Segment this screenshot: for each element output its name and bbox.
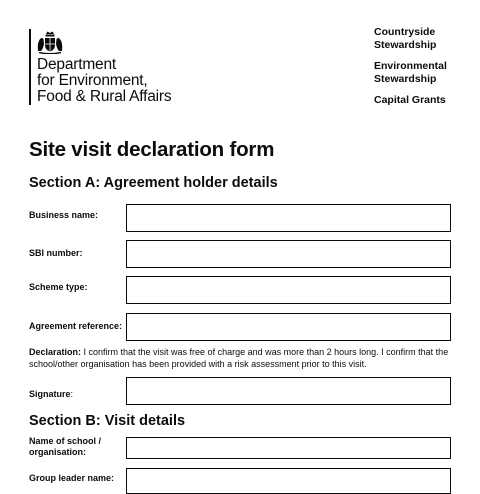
agreement-reference-label: Agreement reference: xyxy=(29,321,123,331)
signature-label xyxy=(29,389,125,400)
agreement-reference-field[interactable] xyxy=(126,313,451,341)
business-name-label: Business name: xyxy=(29,210,99,220)
logo-divider xyxy=(29,29,31,105)
department-line-3: Food & Rural Affairs xyxy=(37,88,172,105)
group-leader-field[interactable] xyxy=(126,468,451,494)
sbi-number-label: SBI number: xyxy=(29,248,83,258)
declaration-body: I confirm that the visit was free of charge and was more than 2 hours long. I confirm that the school/other organisation has been provided with a risk assessment prior to this visit. xyxy=(29,347,449,369)
signature-label-colon: : xyxy=(70,389,74,399)
scheme-countryside-stewardship: Countryside Stewardship xyxy=(374,26,437,51)
business-name-field[interactable] xyxy=(126,204,451,232)
group-leader-label: Group leader name: xyxy=(29,473,115,483)
form-title: Site visit declaration form xyxy=(29,138,275,161)
signature-field[interactable] xyxy=(126,377,451,405)
sbi-number-field[interactable] xyxy=(126,240,451,268)
scheme-type-label: Scheme type: xyxy=(29,282,88,292)
scheme-type-field[interactable] xyxy=(126,276,451,304)
school-name-label: Name of school / organisation: xyxy=(29,436,102,457)
department-line-1: Department xyxy=(37,56,116,73)
school-name-field[interactable] xyxy=(126,437,451,459)
department-line-2: for Environment, xyxy=(37,72,148,89)
section-b-title: Section B: Visit details xyxy=(29,413,186,429)
scheme-list xyxy=(374,26,447,115)
signature-label-text: Signature xyxy=(29,389,71,399)
section-a-title: Section A: Agreement holder details xyxy=(29,175,278,191)
scheme-capital-grants: Capital Grants xyxy=(374,94,446,106)
declaration-label: Declaration: xyxy=(29,347,82,357)
department-name xyxy=(37,57,171,105)
scheme-environmental-stewardship: Environmental Stewardship xyxy=(374,60,447,85)
royal-coat-of-arms-icon xyxy=(35,30,65,54)
declaration-text xyxy=(29,347,454,370)
